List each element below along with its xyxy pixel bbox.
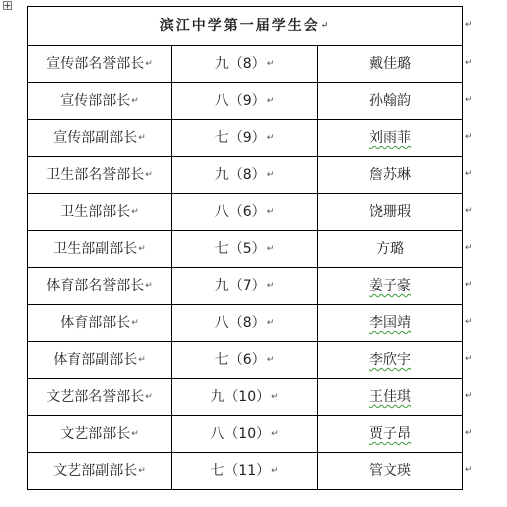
member-name-cell[interactable] (318, 305, 463, 342)
position-cell[interactable] (28, 231, 172, 268)
member-name-text: 方璐 (376, 241, 405, 257)
paragraph-mark-icon: ↵ (131, 206, 139, 217)
member-name-text: 李欣宇 (369, 352, 412, 368)
table-row (28, 83, 463, 120)
grade-text: 八（6） (214, 204, 266, 220)
grade-cell[interactable] (172, 83, 318, 120)
row-end-mark-icon: ↵ (465, 316, 473, 327)
member-name-cell[interactable] (318, 157, 463, 194)
member-name-cell[interactable] (318, 379, 463, 416)
row-end-mark-icon: ↵ (465, 19, 473, 30)
grade-cell[interactable] (172, 120, 318, 157)
paragraph-mark-icon: ↵ (266, 243, 275, 254)
position-cell[interactable] (28, 416, 172, 453)
paragraph-mark-icon: ↵ (138, 132, 146, 143)
position-cell[interactable] (28, 157, 172, 194)
member-name-cell[interactable] (318, 268, 463, 305)
position-cell[interactable] (28, 453, 172, 490)
paragraph-mark-icon: ↵ (266, 132, 275, 143)
paragraph-mark-icon: ↵ (266, 280, 275, 291)
table-row (28, 157, 463, 194)
grade-text: 七（11） (210, 463, 271, 479)
table-row (28, 453, 463, 490)
member-name-text: 姜子豪 (369, 278, 412, 294)
position-cell[interactable] (28, 305, 172, 342)
position-text: 宣传部副部长 (53, 130, 138, 146)
paragraph-mark-icon: ↵ (266, 317, 275, 328)
member-name-text: 贾子昂 (369, 426, 412, 442)
row-end-mark-icon: ↵ (465, 205, 473, 216)
grade-text: 八（8） (214, 315, 266, 331)
position-text: 宣传部部长 (60, 93, 131, 109)
position-cell[interactable] (28, 46, 172, 83)
row-end-mark-icon: ↵ (465, 427, 473, 438)
table-row (28, 268, 463, 305)
grade-cell[interactable] (172, 379, 318, 416)
position-text: 文艺部部长 (60, 426, 131, 442)
position-cell[interactable] (28, 379, 172, 416)
table-move-handle-icon[interactable] (3, 1, 12, 10)
position-cell[interactable] (28, 194, 172, 231)
member-name-cell[interactable] (318, 194, 463, 231)
position-text: 体育部副部长 (53, 352, 138, 368)
grade-text: 七（5） (214, 241, 266, 257)
paragraph-mark-icon: ↵ (145, 58, 153, 69)
row-end-mark-icon: ↵ (465, 168, 473, 179)
paragraph-mark-icon: ↵ (131, 428, 139, 439)
position-cell[interactable] (28, 268, 172, 305)
position-text: 卫生部部长 (60, 204, 131, 220)
position-cell[interactable] (28, 120, 172, 157)
paragraph-mark-icon: ↵ (131, 95, 139, 106)
member-name-text: 戴佳璐 (369, 56, 412, 72)
table-row (28, 342, 463, 379)
row-end-mark-icon: ↵ (465, 242, 473, 253)
student-council-table (27, 6, 463, 490)
table-row (28, 120, 463, 157)
grade-text: 九（10） (210, 389, 271, 405)
row-end-mark-icon: ↵ (465, 353, 473, 364)
paragraph-mark-icon: ↵ (131, 317, 139, 328)
position-cell[interactable] (28, 342, 172, 379)
paragraph-mark-icon: ↵ (271, 391, 279, 402)
grade-cell[interactable] (172, 46, 318, 83)
grade-cell[interactable] (172, 453, 318, 490)
grade-text: 八（10） (210, 426, 271, 442)
grade-text: 九（7） (214, 278, 266, 294)
paragraph-mark-icon: ↵ (145, 391, 153, 402)
member-name-text: 刘雨菲 (369, 130, 412, 146)
table-row (28, 416, 463, 453)
member-name-text: 王佳琪 (369, 389, 412, 405)
member-name-cell[interactable] (318, 342, 463, 379)
paragraph-mark-icon: ↵ (266, 206, 275, 217)
paragraph-mark-icon: ↵ (138, 465, 146, 476)
row-end-mark-icon: ↵ (465, 94, 473, 105)
member-name-text: 管文瑛 (369, 463, 412, 479)
paragraph-mark-icon: ↵ (266, 58, 275, 69)
position-text: 宣传部名誉部长 (46, 56, 145, 72)
grade-cell[interactable] (172, 231, 318, 268)
paragraph-mark-icon: ↵ (271, 465, 279, 476)
grade-cell[interactable] (172, 416, 318, 453)
paragraph-mark-icon: ↵ (266, 354, 275, 365)
member-name-cell[interactable] (318, 416, 463, 453)
title-row (28, 7, 463, 46)
position-text: 体育部名誉部长 (46, 278, 145, 294)
paragraph-mark-icon: ↵ (145, 280, 153, 291)
paragraph-mark-icon: ↵ (320, 20, 331, 31)
position-text: 卫生部名誉部长 (46, 167, 145, 183)
grade-text: 九（8） (214, 167, 266, 183)
member-name-cell[interactable] (318, 453, 463, 490)
grade-text: 七（9） (214, 130, 266, 146)
paragraph-mark-icon: ↵ (145, 169, 153, 180)
member-name-text: 饶珊瑕 (369, 204, 412, 220)
member-name-text: 李国靖 (369, 315, 412, 331)
student-council-table-container (27, 6, 462, 490)
position-text: 文艺部副部长 (53, 463, 138, 479)
grade-cell[interactable] (172, 194, 318, 231)
position-text: 体育部部长 (60, 315, 131, 331)
member-name-cell[interactable] (318, 46, 463, 83)
table-row (28, 194, 463, 231)
table-row (28, 379, 463, 416)
table-row (28, 231, 463, 268)
row-end-mark-icon: ↵ (465, 57, 473, 68)
table-title-cell[interactable] (28, 7, 463, 46)
grade-text: 八（9） (214, 93, 266, 109)
grade-cell[interactable] (172, 268, 318, 305)
paragraph-mark-icon: ↵ (266, 95, 275, 106)
paragraph-mark-icon: ↵ (266, 169, 275, 180)
table-title: 滨江中学第一届学生会 (159, 18, 320, 34)
paragraph-mark-icon: ↵ (271, 428, 279, 439)
paragraph-mark-icon: ↵ (138, 354, 146, 365)
grade-cell[interactable] (172, 157, 318, 194)
row-end-mark-icon: ↵ (465, 279, 473, 290)
position-text: 卫生部副部长 (53, 241, 138, 257)
member-name-text: 詹苏琳 (369, 167, 412, 183)
grade-cell[interactable] (172, 342, 318, 379)
table-row (28, 305, 463, 342)
member-name-cell[interactable] (318, 231, 463, 268)
grade-text: 七（6） (214, 352, 266, 368)
position-text: 文艺部名誉部长 (46, 389, 145, 405)
grade-text: 九（8） (214, 56, 266, 72)
row-end-mark-icon: ↵ (465, 131, 473, 142)
member-name-text: 孙翰韵 (369, 93, 412, 109)
table-row (28, 46, 463, 83)
member-name-cell[interactable] (318, 83, 463, 120)
row-end-mark-icon: ↵ (465, 464, 473, 475)
grade-cell[interactable] (172, 305, 318, 342)
position-cell[interactable] (28, 83, 172, 120)
row-end-mark-icon: ↵ (465, 390, 473, 401)
paragraph-mark-icon: ↵ (138, 243, 146, 254)
member-name-cell[interactable] (318, 120, 463, 157)
